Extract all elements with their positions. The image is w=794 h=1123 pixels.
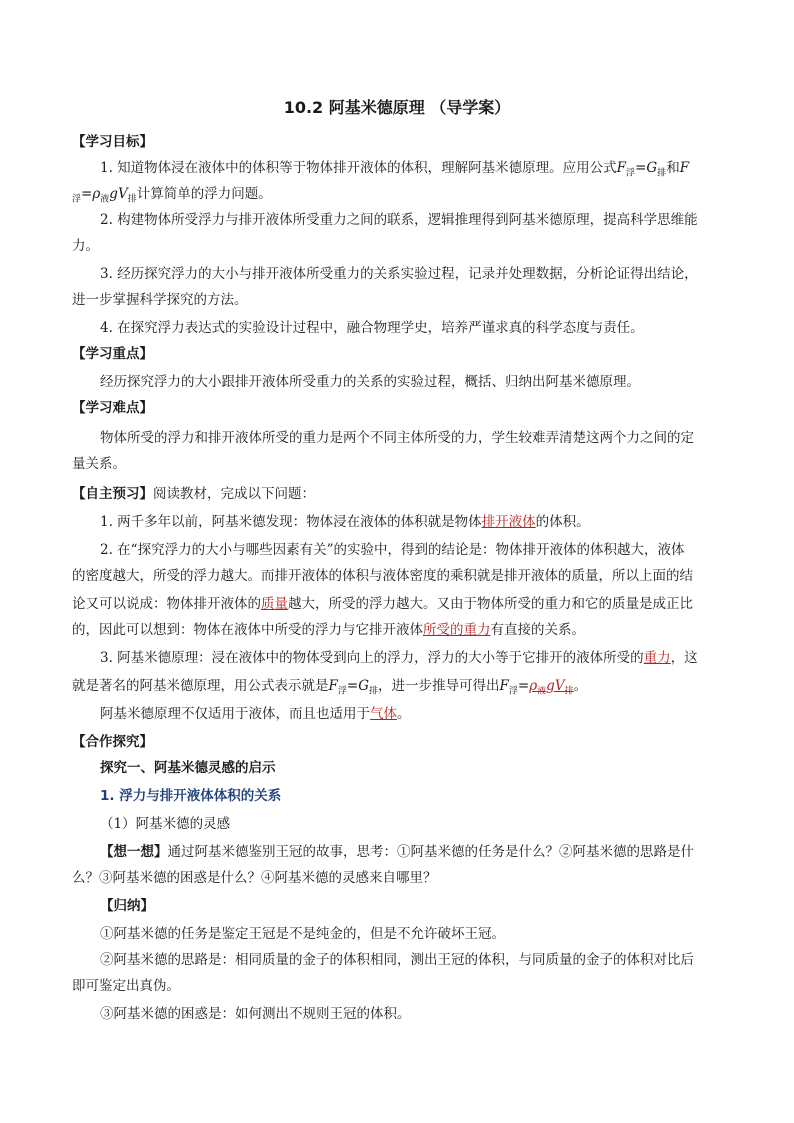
goal-item-3: 3. 经历探究浮力的大小与排开液体所受重力的关系实验过程，记录并处理数据，分析论证得出结论， [100,266,698,282]
summary-item-1: ①阿基米德的任务是鉴定王冠是不是纯金的，但是不允许破坏王冠。 [100,926,505,942]
preview-q2-l3: 论又可以说成：物体排开液体的质量越大，所受的浮力越大。又由于物体所受的重力和它的质量是成正比 [72,596,693,612]
summary-item-3: ③阿基米德的困惑是：如何测出不规则王冠的体积。 [100,1006,411,1022]
goal-item-3-cont: 进一步掌握科学探究的方法。 [72,292,248,308]
goal-item-4: 4. 在探究浮力表达式的实验设计过程中，融合物理学史，培养严谨求真的科学态度与责任。 [100,320,644,336]
summary-item-2: ②阿基米德的思路是：相同质量的金子的体积相同，测出王冠的体积，与同质量的金子的体积对比后 [100,952,694,968]
difficulty-text: 物体所受的浮力和排开液体所受的重力是两个不同主体所受的力，学生较难弄清楚这两个力之间的定 [100,430,694,446]
preview-q3-l1: 3. 阿基米德原理：浸在液体中的物体受到向上的浮力，浮力的大小等于它排开的液体所受的重力，这 [100,650,698,666]
goal-item-2: 2. 构建物体所受浮力与排开液体所受重力之间的联系，逻辑推理得到阿基米德原理，提高科学思维能 [100,212,698,228]
summary-item-2-cont: 即可鉴定出真伪。 [72,978,180,994]
answer-blank: 气体 [370,706,397,722]
think-line-cont: 么？③阿基米德的困惑是什么？④阿基米德的灵感来自哪里？ [72,870,437,886]
think-label: 【想一想】 [100,844,168,860]
answer-blank: $\rho_液gV_排$ [529,678,574,697]
preview-q1: 1. 两千多年以前，阿基米德发现：物体浸在液体的体积就是物体排开液体的体积。 [100,514,590,530]
preview-q2-l2: 的密度越大，所受的浮力越大。而排开液体的体积与液体密度的乘积就是排开液体的质量，所以上面的结 [72,568,693,584]
focus-text: 经历探究浮力的大小跟排开液体所受重力的关系的实验过程，概括、归纳出阿基米德原理。 [100,374,640,390]
preview-q3-l2: 就是著名的阿基米德原理，用公式表示就是$F_浮=G_排$，进一步推导可得出$F_浮=\rho_液gV_排$。 [72,678,588,697]
difficulty-text-cont: 量关系。 [72,456,126,472]
subsection-heading: 1. 浮力与排开液体体积的关系 [100,788,282,804]
page-title: 10.2 阿基米德原理 （导学案） [283,98,511,117]
preview-q2-l1: 2. 在“探究浮力的大小与哪些因素有关”的实验中，得到的结论是：物体排开液体的体积越大，液体 [100,542,685,558]
section-heading: 探究一、阿基米德灵感的启示 [100,760,276,776]
difficulty-header: 【学习难点】 [72,400,153,416]
answer-blank: 排开液体 [481,514,536,530]
subsection-item: （1）阿基米德的灵感 [100,816,231,832]
answer-blank: 所受的重力 [423,622,491,638]
goals-header: 【学习目标】 [72,134,153,150]
preview-header: 【自主预习】 [72,486,153,502]
answer-blank: 质量 [261,596,288,612]
preview-line: 【自主预习】阅读教材，完成以下问题： [72,486,315,502]
preview-q2-l4: 的，因此可以想到：物体在液体中所受的浮力与它排开液体所受的重力有直接的关系。 [72,622,585,638]
goal-item-1-cont: $_浮=\rho_液gV_排$计算简单的浮力问题。 [72,186,272,205]
summary-label: 【归纳】 [100,898,154,914]
coop-header: 【合作探究】 [72,734,153,750]
think-line: 【想一想】通过阿基米德鉴别王冠的故事，思考：①阿基米德的任务是什么？②阿基米德的思路是什 [100,844,694,860]
answer-blank: 重力 [643,650,671,666]
goal-item-2-cont: 力。 [72,238,99,254]
focus-header: 【学习重点】 [72,346,153,362]
preview-q3-l3: 阿基米德原理不仅适用于液体，而且也适用于气体。 [100,706,411,722]
goal-item-1: 1. 知道物体浸在液体中的体积等于物体排开液体的体积，理解阿基米德原理。应用公式$F_浮=G_排$和F [100,160,690,179]
